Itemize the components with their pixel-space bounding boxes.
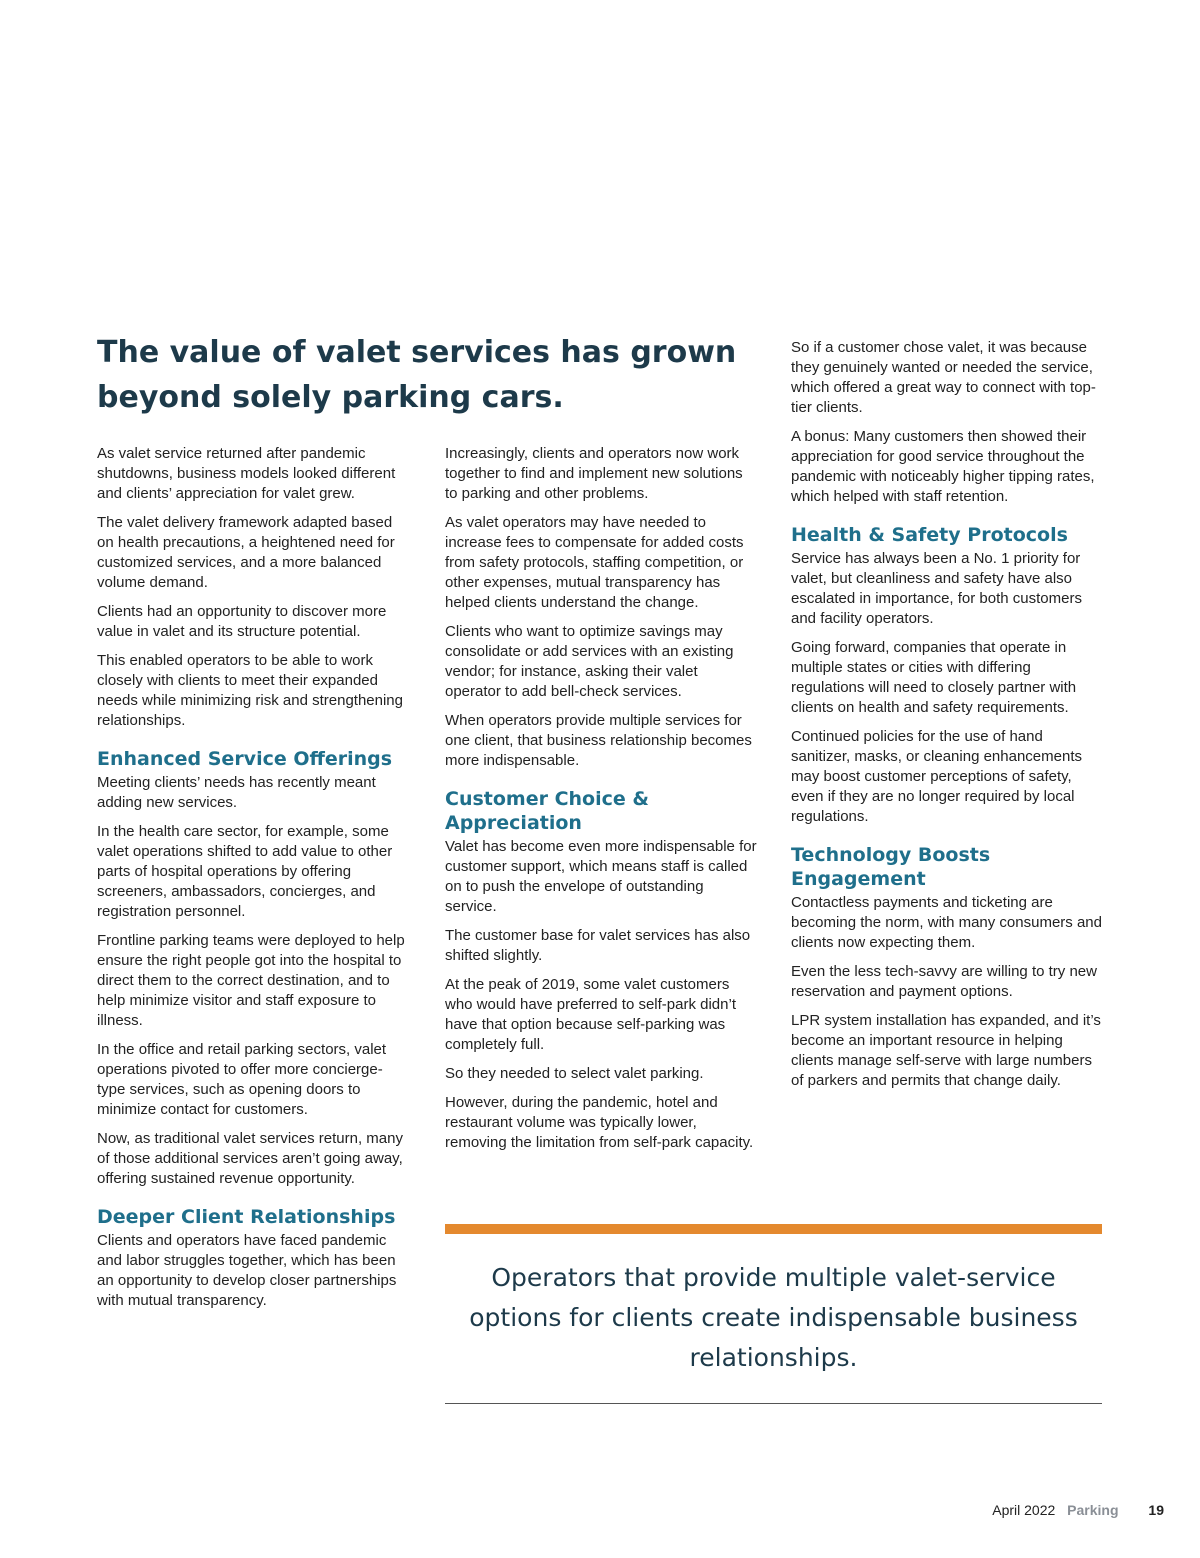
- article-title: The value of valet services has grown beyond solely parking cars.: [97, 335, 737, 415]
- pull-quote-bottom-rule: [445, 1403, 1102, 1404]
- paragraph: Contactless payments and ticketing are becoming the norm, with many consumers and clients now expecting them.: [791, 894, 1102, 951]
- paragraph: The valet delivery framework adapted based on health precautions, a heightened need for customized services, and a more balanced volume demand.: [97, 514, 395, 591]
- paragraph: Meeting clients’ needs has recently meant adding new services.: [97, 774, 376, 811]
- paragraph: As valet service returned after pandemic shutdowns, business models looked different and clients’ appreciation for valet grew.: [97, 445, 396, 502]
- paragraph: At the peak of 2019, some valet customers who would have preferred to self-park didn’t have that option because self-parking was completely full.: [445, 976, 736, 1053]
- paragraph: Continued policies for the use of hand sanitizer, masks, or cleaning enhancements may boost customer perceptions of safety, even if they are no longer required by local regulations.: [791, 728, 1082, 825]
- paragraph: As valet operators may have needed to increase fees to compensate for added costs from safety protocols, staffing competition, or other expenses, mutual transparency has helped clients understand the change.: [445, 514, 744, 611]
- section-heading-technology: Technology Boosts Engagement: [791, 844, 991, 890]
- section-heading-deeper-client: Deeper Client Relationships: [97, 1206, 396, 1228]
- magazine-name: Parking: [1067, 1502, 1119, 1518]
- section-heading-health-safety: Health & Safety Protocols: [791, 524, 1068, 546]
- paragraph: Even the less tech-savvy are willing to try new reservation and payment options.: [791, 963, 1097, 1000]
- section-heading-enhanced-service: Enhanced Service Offerings: [97, 748, 393, 770]
- paragraph: Service has always been a No. 1 priority for valet, but cleanliness and safety have also escalated in importance, for both customers and facility operators.: [791, 550, 1082, 627]
- paragraph: Going forward, companies that operate in multiple states or cities with differing regulations will need to closely partner with clients on health and safety requirements.: [791, 639, 1077, 716]
- paragraph: LPR system installation has expanded, and it’s become an important resource in helping clients manage self-serve with large numbers of parkers and permits that change daily.: [791, 1012, 1101, 1089]
- paragraph: Valet has become even more indispensable for customer support, which means staff is called on to push the envelope of outstanding service.: [445, 838, 757, 915]
- paragraph: Clients and operators have faced pandemic and labor struggles together, which has been an opportunity to develop closer partnerships with mutual transparency.: [97, 1232, 397, 1309]
- paragraph: In the health care sector, for example, some valet operations shifted to add value to other parts of hospital operations by offering screeners, ambassadors, concierges, and registration personnel.: [97, 823, 393, 920]
- paragraph: Clients had an opportunity to discover more value in valet and its structure potential.: [97, 603, 387, 640]
- paragraph: The customer base for valet services has also shifted slightly.: [445, 927, 751, 964]
- section-heading-customer-choice: Customer Choice & Appreciation: [445, 788, 649, 834]
- paragraph: So they needed to select valet parking.: [445, 1065, 704, 1082]
- paragraph: Now, as traditional valet services return, many of those additional services aren’t going away, offering sustained revenue opportunity.: [97, 1130, 403, 1187]
- pull-quote-top-rule: [445, 1224, 1102, 1234]
- column-2: [445, 444, 757, 1162]
- page-number: 19: [1148, 1502, 1164, 1518]
- paragraph: A bonus: Many customers then showed their appreciation for good service throughout the pandemic with noticeably higher tipping rates, which helped with staff retention.: [791, 428, 1095, 505]
- paragraph: However, during the pandemic, hotel and restaurant volume was typically lower, removing the limitation from self-park capacity.: [445, 1094, 754, 1151]
- paragraph: Clients who want to optimize savings may consolidate or add services with an existing vendor; for instance, asking their valet operator to add bell-check services.: [445, 623, 734, 700]
- paragraph: This enabled operators to be able to work closely with clients to meet their expanded needs while minimizing risk and strengthening relationships.: [97, 652, 403, 729]
- paragraph: In the office and retail parking sectors, valet operations pivoted to offer more concierge-type services, such as opening doors to minimize contact for customers.: [97, 1041, 387, 1118]
- paragraph: So if a customer chose valet, it was because they genuinely wanted or needed the service, which offered a great way to connect with top-tier clients.: [791, 339, 1096, 416]
- column-3: [791, 338, 1103, 1100]
- pull-quote: Operators that provide multiple valet-service options for clients create indispensable business relationships.: [469, 1263, 1078, 1372]
- paragraph: Increasingly, clients and operators now work together to find and implement new solutions to parking and other problems.: [445, 445, 743, 502]
- page-footer: [992, 1502, 1164, 1518]
- issue-date: April 2022: [992, 1502, 1056, 1518]
- column-1: [97, 444, 409, 1320]
- paragraph: Frontline parking teams were deployed to help ensure the right people got into the hospital to direct them to the correct destination, and to help minimize visitor and staff exposure to illness.: [97, 932, 405, 1029]
- paragraph: When operators provide multiple services for one client, that business relationship becomes more indispensable.: [445, 712, 752, 769]
